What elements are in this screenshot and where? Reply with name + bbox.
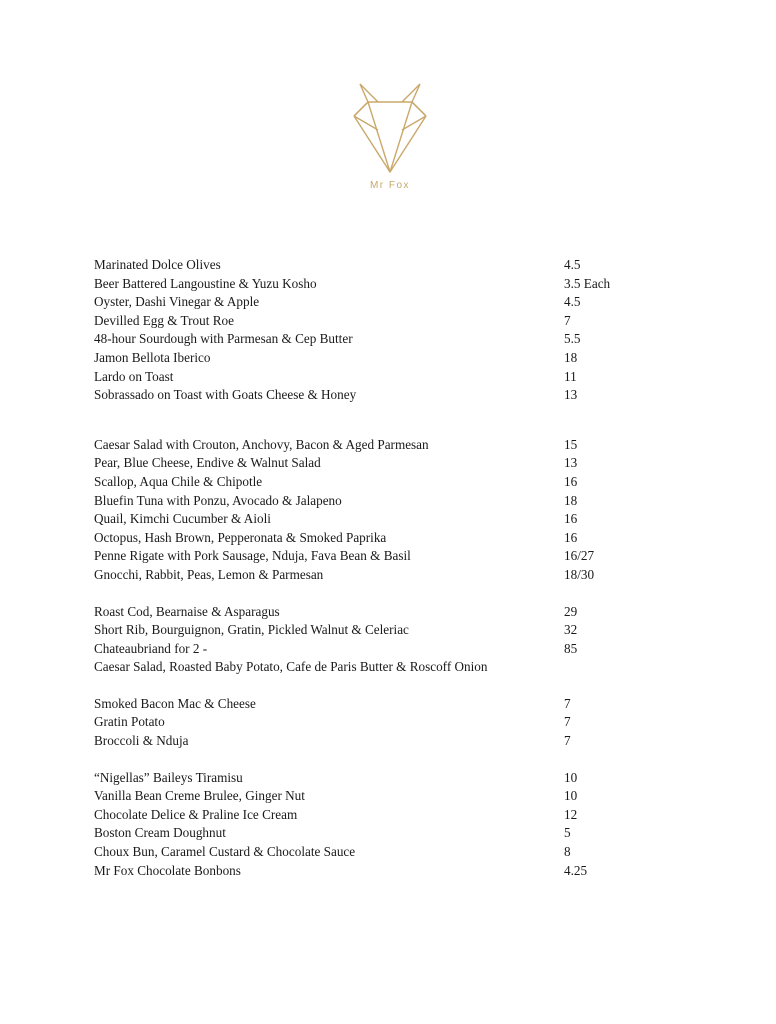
menu-item-price: 10 (564, 769, 578, 785)
menu-item-name: Chateaubriand for 2 - (94, 640, 208, 656)
menu-item-price: 16/27 (564, 548, 595, 564)
menu-item (94, 824, 654, 843)
brand-name: Mr Fox (369, 180, 411, 191)
menu-item-name: Penne Rigate with Pork Sausage, Nduja, Fava Bean & Basil (94, 548, 411, 564)
menu-item (94, 547, 654, 566)
menu-item-name: Smoked Bacon Mac & Cheese (94, 695, 256, 711)
menu-item-name: Lardo on Toast (94, 368, 174, 384)
menu-item-name: Chocolate Delice & Praline Ice Cream (94, 806, 298, 822)
menu-item (94, 293, 654, 312)
menu-item-name: Short Rib, Bourguignon, Gratin, Pickled Walnut & Celeriac (94, 622, 409, 638)
menu-item-price: 85 (564, 640, 578, 656)
menu-item-name: Vanilla Bean Creme Brulee, Ginger Nut (94, 788, 305, 804)
menu-item-price: 11 (564, 368, 577, 384)
menu-item-price: 32 (564, 622, 578, 638)
menu-item (94, 330, 654, 349)
menu-item (94, 386, 654, 405)
menu-item (94, 640, 654, 659)
menu-item-price: 15 (564, 436, 578, 452)
menu-item-name: Gnocchi, Rabbit, Peas, Lemon & Parmesan (94, 566, 324, 582)
menu-item-name: Bluefin Tuna with Ponzu, Avocado & Jalapeno (94, 492, 342, 508)
menu-item-name: Marinated Dolce Olives (94, 257, 221, 272)
menu-item-price: 16 (564, 511, 578, 527)
menu-item (94, 787, 654, 806)
menu-item-price: 13 (564, 387, 578, 403)
menu-item-price: 7 (564, 733, 571, 749)
menu-item (94, 566, 654, 585)
menu-item-price: 7 (564, 312, 571, 328)
menu-item (94, 695, 654, 714)
menu-item (94, 806, 654, 825)
menu-item-name: Boston Cream Doughnut (94, 825, 226, 841)
menu-item-price: 10 (564, 788, 578, 804)
menu-item (94, 713, 654, 732)
menu-item (94, 510, 654, 529)
menu-item (94, 492, 654, 511)
menu-item-price: 16 (564, 473, 578, 489)
section-spacer (94, 405, 654, 436)
menu-item (94, 732, 654, 751)
menu-item (94, 349, 654, 368)
menu-item (94, 275, 654, 294)
menu-item-price: 7 (564, 695, 571, 711)
menu-item-price: 5.5 (564, 331, 581, 347)
menu-item-price: 8 (564, 844, 571, 860)
menu-item-name: Caesar Salad, Roasted Baby Potato, Cafe de Paris Butter & Roscoff Onion (94, 659, 488, 675)
section-spacer (94, 677, 654, 695)
section-spacer (94, 751, 654, 769)
menu-item-name: “Nigellas” Baileys Tiramisu (94, 769, 243, 785)
menu-item-name: Mr Fox Chocolate Bonbons (94, 862, 241, 878)
menu-item-price: 4.5 (564, 294, 581, 310)
menu-item-name: Broccoli & Nduja (94, 733, 189, 749)
menu-item-price: 7 (564, 714, 571, 730)
menu-item-price: 18 (564, 349, 578, 365)
menu-item (94, 529, 654, 548)
menu-item-price: 16 (564, 529, 578, 545)
menu-item-name: Sobrassado on Toast with Goats Cheese & Honey (94, 387, 357, 403)
menu-section (94, 603, 654, 677)
menu-item-name: Octopus, Hash Brown, Pepperonata & Smoked Paprika (94, 529, 387, 545)
menu-item-name: Choux Bun, Caramel Custard & Chocolate Sauce (94, 844, 356, 860)
menu-item (94, 603, 654, 622)
menu-item-name: Gratin Potato (94, 714, 165, 730)
menu-item (94, 621, 654, 640)
menu-item-price: 18/30 (564, 566, 595, 582)
menu-item-name: Caesar Salad with Crouton, Anchovy, Bacon & Aged Parmesan (94, 436, 429, 452)
menu-item-price: 5 (564, 825, 571, 841)
menu-item-name: Roast Cod, Bearnaise & Asparagus (94, 603, 280, 619)
menu-item-price: 3.5 Each (564, 275, 611, 291)
menu-item-name: Pear, Blue Cheese, Endive & Walnut Salad (94, 455, 321, 471)
menu-section (94, 695, 654, 751)
menu-item (94, 769, 654, 788)
menu-item-name: Quail, Kimchi Cucumber & Aioli (94, 511, 271, 527)
menu-item-price: 4.25 (564, 862, 588, 878)
menu-item-price: 18 (564, 492, 578, 508)
menu-item (94, 368, 654, 387)
menu-item (94, 658, 654, 677)
menu-item (94, 256, 654, 275)
menu-item-name: Beer Battered Langoustine & Yuzu Kosho (94, 275, 317, 291)
menu-item-name: 48-hour Sourdough with Parmesan & Cep Butter (94, 331, 353, 347)
menu-item (94, 843, 654, 862)
menu-item-price: 29 (564, 603, 578, 619)
menu-section (94, 436, 654, 585)
menu-item-name: Devilled Egg & Trout Roe (94, 312, 234, 328)
menu-item (94, 862, 654, 881)
menu-item (94, 436, 654, 455)
menu-item (94, 473, 654, 492)
section-spacer (94, 585, 654, 603)
menu-item (94, 312, 654, 331)
menu-item-name: Scallop, Aqua Chile & Chipotle (94, 473, 263, 489)
menu-item-name: Jamon Bellota Iberico (94, 349, 211, 365)
menu-item (94, 454, 654, 473)
menu-item-price: 12 (564, 806, 578, 822)
menu-item-price: 4.5 (564, 257, 581, 272)
menu-section (94, 256, 654, 405)
menu-section (94, 769, 654, 881)
menu-list (94, 256, 654, 880)
menu-item-price: 13 (564, 455, 578, 471)
menu-item-name: Oyster, Dashi Vinegar & Apple (94, 294, 260, 310)
